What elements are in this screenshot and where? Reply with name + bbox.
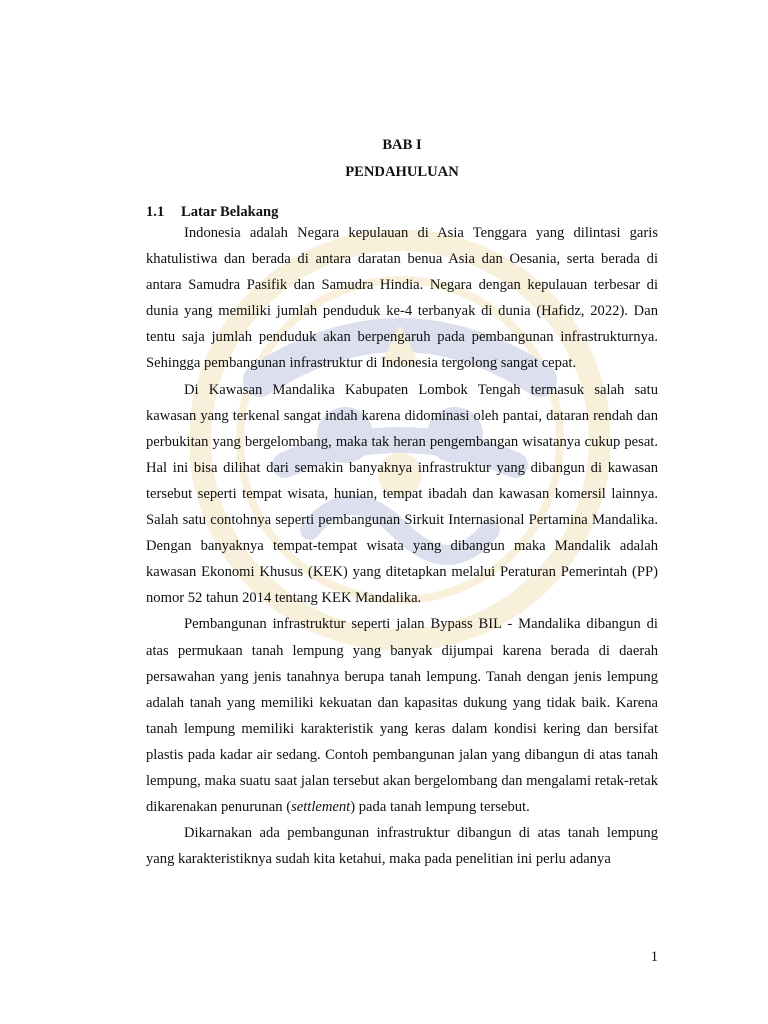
document-page	[146, 0, 658, 1024]
paragraph-4: Dikarnakan ada pembangunan infrastruktur dibangun di atas tanah lempung yang karakteristiknya sudah kita ketahui, maka pada penelitian ini perlu adanya	[146, 825, 658, 868]
paragraph-1: Indonesia adalah Negara kepulauan di Asia Tenggara yang dilintasi garis khatulistiwa dan berada di antara daratan benua Asia dan Oesania, serta berada di antara Samudra Pasifik dan Samudra Hindia. Negara dengan kepulauan terbesar di dunia yang memiliki jumlah penduduk ke-4 terbanyak di dunia (Hafidz, 2022). Dan tentu saja jumlah penduduk akan berpengaruh pada pembangunan infrastrukturnya. Sehingga pembangunan infrastruktur di Indonesia tergolong sangat cepat.	[146, 225, 658, 372]
section-number: 1.1	[146, 204, 165, 220]
chapter-title: PENDAHULUAN	[345, 164, 459, 180]
page-number: 1	[650, 949, 658, 965]
chapter-label: BAB I	[382, 137, 422, 153]
paragraph-3-text-before: Pembangunan infrastruktur seperti jalan Bypass BIL - Mandalika dibangun di atas permukaan tanah lempung yang banyak dijumpai karena berada di daerah persawahan yang jenis tanahnya berupa tanah lempung. Tanah dengan jenis lempung adalah tanah yang memiliki kekuatan dan kapasitas dukung yang tidak baik. Karena tanah lempung memiliki karakteristik yang keras dalam kondisi kering dan bersifat plastis pada kadar air sedang. Contoh pembangunan jalan yang dibangun di atas tanah lempung, maka suatu saat jalan tersebut akan bergelombang dan mengalami retak-retak dikarenakan penurunan (	[146, 616, 658, 816]
body-text	[146, 220, 658, 872]
paragraph-3-text-after: ) pada tanah lempung tersebut.	[350, 799, 530, 816]
section-heading	[146, 203, 278, 221]
paragraph-3	[146, 611, 658, 820]
paragraph-2: Di Kawasan Mandalika Kabupaten Lombok Tengah termasuk salah satu kawasan yang terkenal sangat indah karena didominasi oleh pantai, dataran rendah dan perbukitan yang bergelombang, maka tak heran pengembangan wisatanya cukup pesat. Hal ini bisa dilihat dari semakin banyaknya infrastruktur yang dibangun di kawasan tersebut seperti tempat wisata, hunian, tempat ibadah dan kawasan komersil lainnya. Salah satu contohnya seperti pembangunan Sirkuit Internasional Pertamina Mandalika. Dengan banyaknya tempat-tempat wisata yang dibangun maka Mandalik adalah kawasan Ekonomi Khusus (KEK) yang ditetapkan melalui Peraturan Pemerintah (PP) nomor 52 tahun 2014 tentang KEK Mandalika.	[146, 381, 658, 607]
section-title: Latar Belakang	[181, 204, 279, 220]
settlement-term: settlement	[291, 799, 351, 816]
